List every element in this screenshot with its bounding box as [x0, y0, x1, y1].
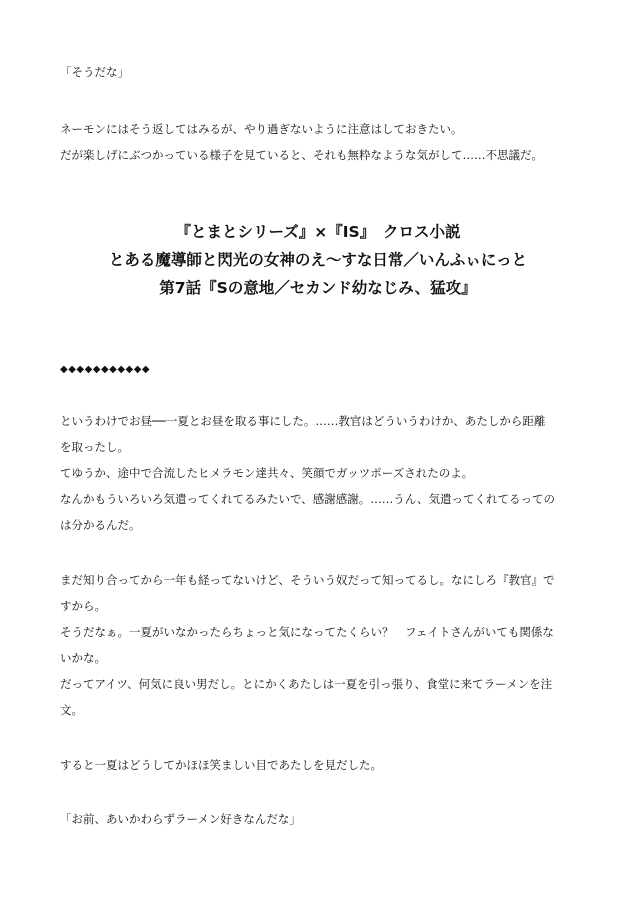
body-line: は分かるんだ。 — [60, 518, 141, 532]
chapter-heading-series: 『とまとシリーズ』×『IS』 クロス小説 — [175, 223, 461, 241]
body-line: というわけでお昼──一夏とお昼を取る事にした。……教官はどういうわけか、あたしから距離 — [60, 414, 546, 428]
body-line: そうだなぁ。一夏がいなかったらちょっと気になってたくらい？ フェイトさんがいても関係な — [60, 625, 554, 639]
body-line: まだ知り合ってから一年も経ってないけど、そういう奴だって知ってるし。なにしろ『教官』で — [60, 573, 555, 587]
chapter-heading-episode: 第7話『Sの意地／セカンド幼なじみ、猛攻』 — [159, 279, 477, 297]
body-line: なんかもういろいろ気遣ってくれてるみたいで、感謝感謝。……うん、気遣ってくれてるっての — [60, 492, 555, 506]
body-line: すから。 — [60, 599, 106, 613]
section-divider: ◆◆◆◆◆◆◆◆◆◆◆ — [60, 364, 151, 375]
body-line: いかな。 — [60, 651, 106, 665]
narration-line: ネーモンにはそう返してはみるが、やり過ぎないように注意はしておきたい。 — [60, 122, 463, 136]
dialogue-line: 「そうだな」 — [60, 65, 129, 79]
chapter-heading-work-title: とある魔導師と閃光の女神のえ～すな日常／いんふぃにっと — [108, 251, 528, 269]
body-line: 文。 — [60, 703, 83, 717]
dialogue-line: 「お前、あいかわらずラーメン好きなんだな」 — [60, 812, 301, 826]
body-line: を取ったし。 — [60, 440, 129, 454]
narration-line: だが楽しげにぶつかっている様子を見ていると、それも無粋なような気がして……不思議だ。 — [60, 148, 543, 162]
body-line: てゆうか、途中で合流したヒメラモン達共々、笑顔でガッツポーズされたのよ。 — [60, 466, 474, 480]
body-line: だってアイツ、何気に良い男だし。とにかくあたしは一夏を引っ張り、食堂に来てラーメンを注 — [60, 677, 553, 691]
body-line: すると一夏はどうしてかほほ笑ましい目であたしを見だした。 — [60, 758, 382, 772]
